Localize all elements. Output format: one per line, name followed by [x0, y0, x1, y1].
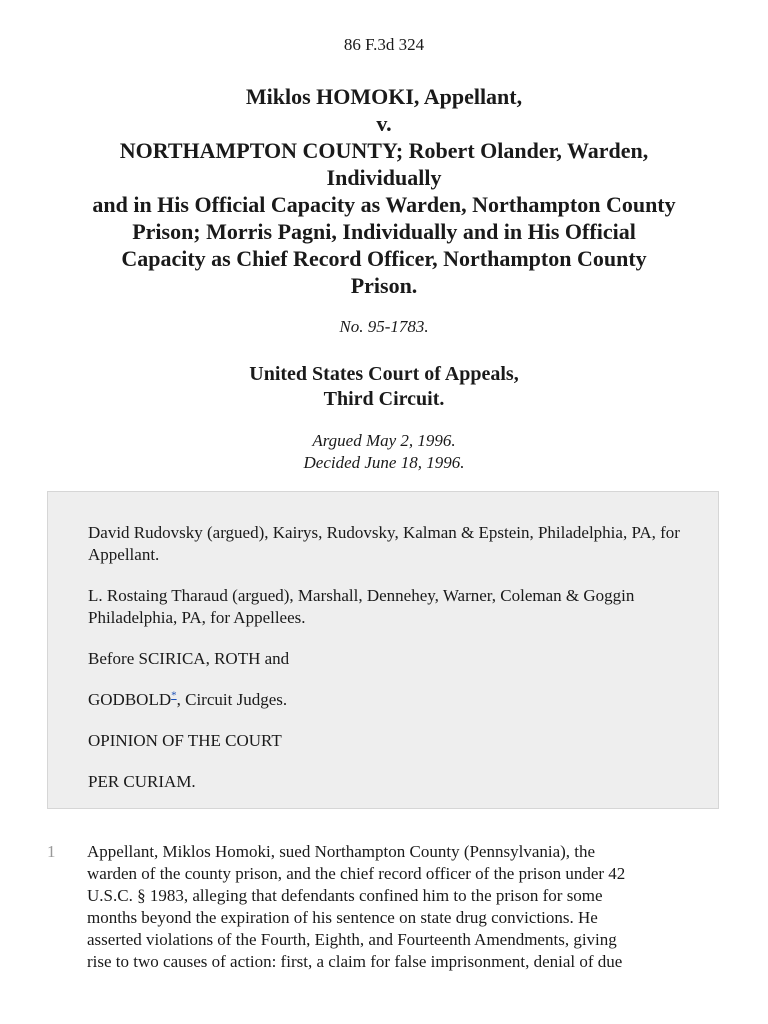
- case-caption: [40, 83, 728, 299]
- judge-name: GODBOLD: [88, 690, 172, 709]
- decided-date: Decided June 18, 1996.: [303, 453, 465, 472]
- paragraph-number: 1: [47, 842, 56, 861]
- paragraph-line: Appellant, Miklos Homoki, sued Northampton County (Pennsylvania), the: [87, 842, 596, 861]
- caption-line: Prison; Morris Pagni, Individually and in His Official: [132, 219, 636, 244]
- court-name: [0, 362, 768, 412]
- judge-suffix: , Circuit Judges.: [176, 690, 288, 709]
- paragraph-line: warden of the county prison, and the chief record officer of the prison under 42: [87, 864, 626, 883]
- opinion-paragraph: [87, 841, 737, 973]
- case-citation: 86 F.3d 324: [343, 35, 425, 54]
- paragraph-line: U.S.C. § 1983, alleging that defendants confined him to the prison for some: [87, 886, 603, 905]
- appellant-counsel: David Rudovsky (argued), Kairys, Rudovsky, Kalman & Epstein, Philadelphia, PA, for Appellant.: [88, 523, 680, 564]
- case-dates: [0, 430, 768, 474]
- caption-line: v.: [376, 111, 392, 136]
- caption-line: Prison.: [350, 273, 418, 298]
- appellees-counsel: L. Rostaing Tharaud (argued), Marshall, Dennehey, Warner, Coleman & Goggin Philadelphia, PA, for Appellees.: [88, 586, 635, 627]
- court-line: United States Court of Appeals,: [249, 363, 519, 385]
- per-curiam: PER CURIAM.: [88, 772, 196, 791]
- judge-line: [88, 689, 708, 711]
- paragraph-line: rise to two causes of action: first, a claim for false imprisonment, denial of due: [87, 952, 623, 971]
- caption-line: Capacity as Chief Record Officer, Northampton County: [121, 246, 647, 271]
- argued-date: Argued May 2, 1996.: [312, 431, 456, 450]
- caption-line: Miklos HOMOKI, Appellant,: [245, 84, 523, 109]
- footnote-link[interactable]: *: [171, 689, 177, 702]
- paragraph-line: months beyond the expiration of his sentence on state drug convictions. He: [87, 908, 598, 927]
- caption-line: and in His Official Capacity as Warden, Northampton County: [92, 192, 676, 217]
- docket-number: No. 95-1783.: [339, 317, 429, 336]
- counsel-panel: [47, 491, 719, 809]
- court-circuit: Third Circuit.: [323, 388, 445, 410]
- panel-judges: Before SCIRICA, ROTH and: [88, 649, 290, 668]
- paragraph-line: asserted violations of the Fourth, Eighth, and Fourteenth Amendments, giving: [87, 930, 617, 949]
- caption-line: NORTHAMPTON COUNTY; Robert Olander, Warden,: [119, 138, 649, 163]
- caption-line: Individually: [326, 165, 442, 190]
- opinion-heading: OPINION OF THE COURT: [88, 731, 282, 750]
